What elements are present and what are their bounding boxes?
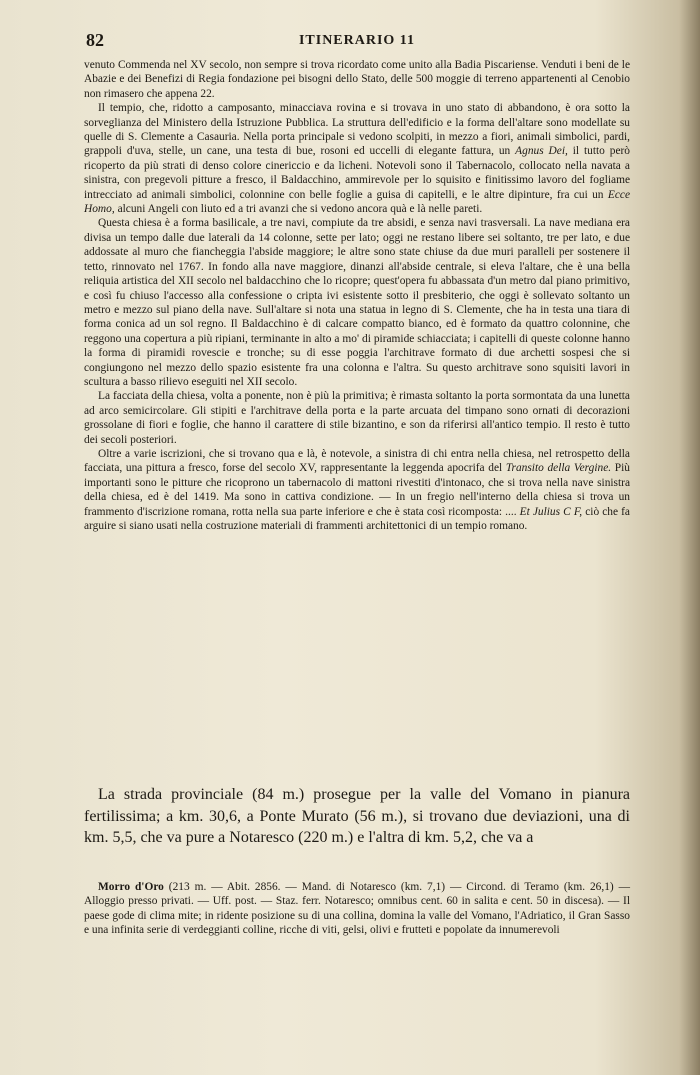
entry-text: (213 m. — Abit. 2856. — Mand. di Notaresco (km. 7,1) — Circond. di Teramo (km. 26,1) — Alloggio presso privati. — Uff. post. — Staz. ferr. Notaresco; omnibus cent. 60 in salita e cent. 50 in discesa). — Il paese gode di clima mite; in ridente posizione su di una collina, domina la valle del Vomano, l'Adriatico, il Gran Sasso e una infinita serie di verdeggianti colline, ricche di viti, gelsi, olivi e frutteti e popolate da innumerevoli: [84, 881, 630, 937]
paragraph-5-text-c: ciò che fa arguire si siano usati nella costruzione materiali di frammenti architettonici di un tempio romano.: [84, 505, 630, 532]
running-title: ITINERARIO 11: [298, 33, 416, 48]
paragraph-5: [84, 447, 630, 533]
paragraph-5-italic: Transito della Vergine.: [505, 462, 612, 475]
paragraph-5-text-a: Oltre a varie iscrizioni, che si trovano qua e là, è notevole, a sinistra di chi entra nella chiesa, nel retrospetto della facciata, una pittura a fresco, forse del secolo XV, rappresentante la leggenda apocrifa del: [84, 447, 630, 475]
paragraph-3: Questa chiesa è a forma basilicale, a tre navi, compiute da tre absidi, e senza navi trasversali. La nave mediana era divisa un tempo dalle due laterali da 14 colonne, sette per lato; oggi ne restano libere sei soltanto, tre per lato, e due addossate al muro che fiancheggia l'abside maggiore; le altre sono state chiuse da due muri paralleli per sostenere il tetto, rinnovato nel 1767. In fondo alla nave maggiore, dinanzi all'abside centrale, si eleva l'altare, che è una bella reliquia artistica del XII secolo nel baldacchino che lo ricopre; quest'opera fu abbassata d'un metro dal piano primitivo, e così fu chiuso l'accesso alla confessione o cripta ivi esistente sotto il presbiterio, che oggi è sollevato soltanto un metro e mezzo sul piano della nave. Sull'altare si nota una statua in legno di S. Clemente, che ha in testa una tiara di forma conica ad un sol regno. Il Baldacchino è di calcare compatto bianco, ed è formato da quattro colonnine, che reggono una copertura a più ripiani, terminante in alto a mo' di piramide schiacciata; i capitelli di queste colonne hanno la forma di piramidi rovescie e tronche; su di esse poggia l'architrave formato di due archetti sospesi che si congiungono nel mezzo dello spazio esistente fra una colonna e l'altra. Su questo architrave sono squisiti lavori in scultura a basso rilievo eseguiti nel XII secolo.: [84, 217, 630, 388]
page-number: 82: [86, 30, 104, 50]
paragraph-2-italic: Agnus Dei,: [515, 145, 568, 158]
paragraph-5-italic-2: Et Julius C F,: [519, 505, 583, 518]
entry-place-name: Morro d'Oro: [98, 881, 164, 893]
paragraph-2-italic-2: Ecce Homo,: [84, 188, 630, 216]
main-text: [84, 58, 630, 533]
paragraph-4: La facciata della chiesa, volta a ponente, non è più la primitiva; è rimasta soltanto la porta sormontata da una lunetta ad arco semicircolare. Gli stipiti e l'architrave della porta e la parte arcuata del timpano sono ornati di decorazioni grossolane di fiori e foglie, che hanno il carattere di stile bizantino, e son da riferirsi all'antico tempio. Il resto è tutto dei secoli posteriori.: [84, 390, 630, 446]
page-header: [84, 30, 630, 54]
paragraph-2-text-b: il tutto però ricoperto da più strati di denso colore cinericcio e da licheni. Notevoli sono il Tabernacolo, collocato nella navata a sinistra, con pregevoli pitture a fresco, il Baldacchino, ammirevole per lo squisito e finitissimo lavoro del fogliame intrecciato ad animali simbolici, colonnine con belle foglie a guisa di capitelli, e le altre dipinture, fra cui un: [84, 145, 630, 201]
paragraph-2-text-a: Il tempio, che, ridotto a camposanto, minacciava rovina e si trovava in uno stato di abbandono, è ora sotto la sorveglianza del Ministero della Istruzione Pubblica. La struttura dell'edificio e la forma dell'altare sono modellate su quelle di S. Clemente a Casauria. Nella porta principale si vedono scolpiti, in mezzo a fiori, animali simbolici, pardi, grappoli d'uva, stelle, un cane, una testa di bue, rosoni ed uccelli di elegante fattura, un: [84, 102, 630, 158]
route-paragraph: La strada provinciale (84 m.) prosegue per la valle del Vomano in pianura fertilissima; a km. 30,6, a Ponte Murato (56 m.), si trovano due deviazioni, una di km. 5,5, che va pure a Notaresco (220 m.) e l'altra di km. 5,2, che va a: [84, 786, 630, 846]
route-description: [84, 784, 630, 849]
paragraph-1: venuto Commenda nel XV secolo, non sempre si trova ricordato come unito alla Badia Piscariense. Venduti i beni de le Abazie e dei Benefizi di Regia fondazione pei bisogni dello Stato, delle 500 moggie di terreno appartenenti al Cenobio non rimasero che appena 22.: [84, 59, 630, 100]
entry-paragraph: [84, 880, 630, 938]
place-entry: [84, 880, 630, 938]
paragraph-2-text-c: alcuni Angeli con liuto ed a tri avanzi che si vedono ancora quà e là nelle pareti.: [117, 203, 483, 216]
paragraph-5-text-b: Più importanti sono le pitture che ricoprono un tabernacolo di mattoni rivestiti d'intonaco, che si trova nella nave sinistra della chiesa, ed è del 1419. Ma sono in cattiva condizione. — In un fregio nell'interno della chiesa si trova un frammento d'iscrizione romana, rotta nella sua parte inferiore e che è stata così ricomposta: ....: [84, 462, 630, 518]
paragraph-2: [84, 101, 630, 216]
